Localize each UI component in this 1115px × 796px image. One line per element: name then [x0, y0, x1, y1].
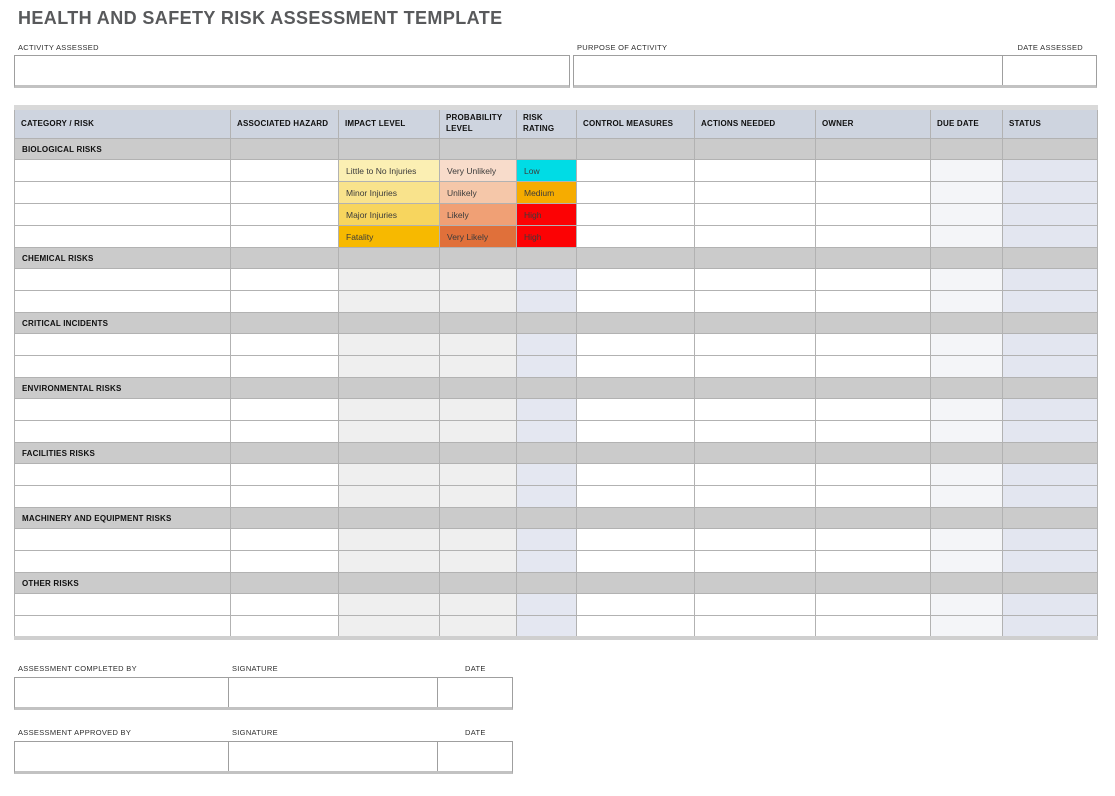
purpose-of-activity-label: PURPOSE OF ACTIVITY [577, 43, 668, 52]
section-cell-due [931, 508, 1003, 529]
section-cell-risk [517, 313, 577, 334]
cell-actions[interactable] [695, 160, 816, 182]
section-cell-risk [517, 139, 577, 160]
section-cell-control [577, 573, 695, 594]
cell-category[interactable] [15, 204, 231, 226]
signature-field-1[interactable] [228, 678, 437, 707]
assessment-approved-by-label: ASSESSMENT APPROVED BY [18, 728, 132, 737]
cell-actions[interactable] [695, 529, 816, 551]
assessment-completed-block [14, 677, 513, 710]
section-cell-actions [695, 378, 816, 399]
cell-probability[interactable] [440, 291, 517, 313]
cell-impact[interactable] [339, 334, 440, 356]
section-row [15, 443, 1098, 464]
cell-due[interactable] [931, 399, 1003, 421]
cell-impact[interactable] [339, 291, 440, 313]
cell-due[interactable] [931, 334, 1003, 356]
cell-category[interactable] [15, 486, 231, 508]
cell-actions[interactable] [695, 551, 816, 573]
section-cell-risk [517, 248, 577, 269]
header-row [15, 108, 1098, 139]
cell-category[interactable] [15, 421, 231, 443]
section-cell-impact [339, 139, 440, 160]
section-row [15, 508, 1098, 529]
cell-actions[interactable] [695, 204, 816, 226]
cell-status[interactable] [1003, 464, 1098, 486]
section-cell-hazard [231, 248, 339, 269]
table-row [15, 421, 1098, 443]
activity-assessed-label: ACTIVITY ASSESSED [18, 43, 99, 52]
section-cell-control [577, 378, 695, 399]
cell-actions[interactable] [695, 464, 816, 486]
section-cell-owner [816, 508, 931, 529]
cell-category[interactable] [15, 269, 231, 291]
section-cell-control [577, 139, 695, 160]
cell-status[interactable] [1003, 226, 1098, 248]
cell-control[interactable] [577, 529, 695, 551]
section-cell-actions [695, 573, 816, 594]
cell-impact[interactable] [339, 356, 440, 378]
section-cell-impact [339, 443, 440, 464]
cell-probability[interactable] [440, 616, 517, 638]
column-header-status: STATUS [1003, 108, 1098, 139]
section-cell-owner [816, 313, 931, 334]
cell-control[interactable] [577, 616, 695, 638]
cell-status[interactable] [1003, 291, 1098, 313]
section-cell-impact [339, 248, 440, 269]
cell-status[interactable] [1003, 551, 1098, 573]
cell-impact[interactable] [339, 616, 440, 638]
table-row [15, 334, 1098, 356]
section-row [15, 139, 1098, 160]
column-header-hazard: ASSOCIATED HAZARD [231, 108, 339, 139]
cell-probability[interactable] [440, 269, 517, 291]
section-cell-hazard [231, 443, 339, 464]
section-cell-actions [695, 313, 816, 334]
section-cell-owner [816, 139, 931, 160]
cell-probability[interactable] [440, 356, 517, 378]
cell-due[interactable] [931, 616, 1003, 638]
cell-hazard[interactable] [231, 616, 339, 638]
cell-probability[interactable] [440, 486, 517, 508]
cell-status[interactable] [1003, 616, 1098, 638]
cell-status[interactable] [1003, 334, 1098, 356]
cell-hazard[interactable] [231, 291, 339, 313]
section-cell-control [577, 248, 695, 269]
date-label-2: DATE [465, 728, 486, 737]
cell-hazard[interactable] [231, 551, 339, 573]
cell-actions[interactable] [695, 334, 816, 356]
column-header-actions: ACTIONS NEEDED [695, 108, 816, 139]
section-cell-impact [339, 378, 440, 399]
cell-impact[interactable] [339, 486, 440, 508]
section-cell-impact [339, 313, 440, 334]
cell-due[interactable] [931, 529, 1003, 551]
purpose-of-activity-field[interactable] [574, 56, 1002, 85]
cell-owner[interactable] [816, 399, 931, 421]
cell-probability[interactable] [440, 334, 517, 356]
section-label: CRITICAL INCIDENTS [15, 313, 231, 334]
cell-hazard[interactable] [231, 182, 339, 204]
cell-status[interactable] [1003, 204, 1098, 226]
column-header-category: CATEGORY / RISK [15, 108, 231, 139]
cell-category[interactable] [15, 616, 231, 638]
cell-actions[interactable] [695, 486, 816, 508]
cell-owner[interactable] [816, 594, 931, 616]
cell-probability[interactable] [440, 594, 517, 616]
section-row [15, 573, 1098, 594]
section-cell-probability [440, 443, 517, 464]
cell-actions[interactable] [695, 226, 816, 248]
cell-hazard[interactable] [231, 399, 339, 421]
cell-owner[interactable] [816, 551, 931, 573]
section-cell-hazard [231, 313, 339, 334]
table-row [15, 616, 1098, 638]
table-row [15, 204, 1098, 226]
cell-due[interactable] [931, 464, 1003, 486]
section-cell-risk [517, 573, 577, 594]
page-title: HEALTH AND SAFETY RISK ASSESSMENT TEMPLATE [18, 8, 503, 28]
section-cell-hazard [231, 378, 339, 399]
cell-status[interactable] [1003, 160, 1098, 182]
cell-owner[interactable] [816, 334, 931, 356]
cell-probability[interactable] [440, 421, 517, 443]
table-row [15, 182, 1098, 204]
assessment-approved-by-field[interactable] [15, 742, 228, 771]
section-cell-due [931, 313, 1003, 334]
activity-assessed-field[interactable] [14, 55, 570, 88]
section-label: OTHER RISKS [15, 573, 231, 594]
section-cell-owner [816, 443, 931, 464]
cell-category[interactable] [15, 160, 231, 182]
table-row [15, 464, 1098, 486]
section-cell-risk [517, 508, 577, 529]
section-cell-due [931, 573, 1003, 594]
cell-risk[interactable] [517, 594, 577, 616]
cell-due[interactable] [931, 269, 1003, 291]
date-field-2[interactable] [437, 742, 512, 771]
cell-impact[interactable] [339, 269, 440, 291]
section-cell-control [577, 313, 695, 334]
cell-status[interactable] [1003, 486, 1098, 508]
cell-hazard[interactable] [231, 160, 339, 182]
section-cell-probability [440, 508, 517, 529]
cell-owner[interactable] [816, 356, 931, 378]
cell-category[interactable] [15, 551, 231, 573]
cell-owner[interactable] [816, 464, 931, 486]
cell-status[interactable] [1003, 356, 1098, 378]
cell-actions[interactable] [695, 616, 816, 638]
cell-due[interactable] [931, 204, 1003, 226]
cell-probability[interactable]: Unlikely [440, 182, 517, 204]
section-cell-status [1003, 248, 1098, 269]
cell-due[interactable] [931, 486, 1003, 508]
column-header-due: DUE DATE [931, 108, 1003, 139]
table-row [15, 594, 1098, 616]
cell-actions[interactable] [695, 182, 816, 204]
assessment-completed-by-field[interactable] [15, 678, 228, 707]
cell-category[interactable] [15, 399, 231, 421]
cell-risk[interactable] [517, 464, 577, 486]
cell-impact[interactable]: Fatality [339, 226, 440, 248]
section-cell-due [931, 139, 1003, 160]
cell-risk[interactable] [517, 269, 577, 291]
section-cell-status [1003, 313, 1098, 334]
section-label: MACHINERY AND EQUIPMENT RISKS [15, 508, 231, 529]
cell-owner[interactable] [816, 204, 931, 226]
section-cell-due [931, 378, 1003, 399]
cell-control[interactable] [577, 486, 695, 508]
section-cell-due [931, 248, 1003, 269]
cell-due[interactable] [931, 551, 1003, 573]
table-row [15, 160, 1098, 182]
table-row [15, 356, 1098, 378]
date-label-1: DATE [465, 664, 486, 673]
section-cell-probability [440, 313, 517, 334]
cell-control[interactable] [577, 160, 695, 182]
section-row [15, 378, 1098, 399]
cell-actions[interactable] [695, 291, 816, 313]
cell-control[interactable] [577, 551, 695, 573]
cell-category[interactable] [15, 291, 231, 313]
cell-hazard[interactable] [231, 421, 339, 443]
section-label: BIOLOGICAL RISKS [15, 139, 231, 160]
cell-risk[interactable] [517, 551, 577, 573]
cell-hazard[interactable] [231, 204, 339, 226]
cell-impact[interactable] [339, 529, 440, 551]
column-header-control: CONTROL MEASURES [577, 108, 695, 139]
cell-control[interactable] [577, 334, 695, 356]
section-cell-hazard [231, 508, 339, 529]
cell-control[interactable] [577, 421, 695, 443]
cell-probability[interactable]: Very Unlikely [440, 160, 517, 182]
cell-control[interactable] [577, 594, 695, 616]
cell-risk[interactable] [517, 486, 577, 508]
cell-impact[interactable] [339, 421, 440, 443]
cell-risk[interactable] [517, 399, 577, 421]
cell-category[interactable] [15, 356, 231, 378]
cell-due[interactable] [931, 160, 1003, 182]
cell-control[interactable] [577, 399, 695, 421]
cell-status[interactable] [1003, 269, 1098, 291]
table-row [15, 529, 1098, 551]
cell-control[interactable] [577, 204, 695, 226]
cell-owner[interactable] [816, 182, 931, 204]
cell-hazard[interactable] [231, 464, 339, 486]
section-cell-hazard [231, 573, 339, 594]
cell-probability[interactable]: Very Likely [440, 226, 517, 248]
cell-impact[interactable]: Major Injuries [339, 204, 440, 226]
cell-hazard[interactable] [231, 529, 339, 551]
cell-probability[interactable] [440, 399, 517, 421]
cell-risk[interactable]: Medium [517, 182, 577, 204]
section-cell-status [1003, 378, 1098, 399]
section-row [15, 313, 1098, 334]
cell-category[interactable] [15, 529, 231, 551]
cell-status[interactable] [1003, 399, 1098, 421]
purpose-date-fieldgroup [573, 55, 1097, 88]
section-cell-due [931, 443, 1003, 464]
section-label: CHEMICAL RISKS [15, 248, 231, 269]
section-cell-control [577, 443, 695, 464]
table-row [15, 291, 1098, 313]
cell-impact[interactable] [339, 551, 440, 573]
section-cell-status [1003, 139, 1098, 160]
cell-hazard[interactable] [231, 334, 339, 356]
section-cell-status [1003, 508, 1098, 529]
risk-table-header [15, 108, 1098, 139]
cell-actions[interactable] [695, 399, 816, 421]
date-field-1[interactable] [437, 678, 512, 707]
assessment-approved-block [14, 741, 513, 774]
section-row [15, 248, 1098, 269]
cell-due[interactable] [931, 356, 1003, 378]
cell-impact[interactable]: Minor Injuries [339, 182, 440, 204]
cell-control[interactable] [577, 356, 695, 378]
cell-risk[interactable] [517, 334, 577, 356]
section-cell-actions [695, 508, 816, 529]
cell-category[interactable] [15, 594, 231, 616]
table-row [15, 226, 1098, 248]
cell-category[interactable] [15, 334, 231, 356]
cell-risk[interactable] [517, 529, 577, 551]
section-cell-probability [440, 248, 517, 269]
cell-due[interactable] [931, 594, 1003, 616]
cell-probability[interactable] [440, 464, 517, 486]
cell-probability[interactable] [440, 551, 517, 573]
cell-actions[interactable] [695, 269, 816, 291]
section-label: FACILITIES RISKS [15, 443, 231, 464]
cell-impact[interactable] [339, 464, 440, 486]
column-header-risk: RISK RATING [517, 108, 577, 139]
table-row [15, 269, 1098, 291]
cell-owner[interactable] [816, 226, 931, 248]
cell-status[interactable] [1003, 182, 1098, 204]
cell-category[interactable] [15, 226, 231, 248]
section-cell-risk [517, 378, 577, 399]
section-cell-status [1003, 573, 1098, 594]
section-cell-actions [695, 139, 816, 160]
cell-risk[interactable] [517, 421, 577, 443]
cell-control[interactable] [577, 269, 695, 291]
cell-actions[interactable] [695, 356, 816, 378]
cell-risk[interactable]: High [517, 226, 577, 248]
cell-control[interactable] [577, 291, 695, 313]
cell-owner[interactable] [816, 269, 931, 291]
table-row [15, 486, 1098, 508]
section-cell-hazard [231, 139, 339, 160]
cell-owner[interactable] [816, 616, 931, 638]
section-cell-impact [339, 573, 440, 594]
cell-impact[interactable] [339, 399, 440, 421]
cell-owner[interactable] [816, 529, 931, 551]
cell-status[interactable] [1003, 421, 1098, 443]
cell-due[interactable] [931, 226, 1003, 248]
column-header-owner: OWNER [816, 108, 931, 139]
cell-actions[interactable] [695, 421, 816, 443]
column-header-impact: IMPACT LEVEL [339, 108, 440, 139]
cell-control[interactable] [577, 182, 695, 204]
cell-owner[interactable] [816, 486, 931, 508]
section-cell-control [577, 508, 695, 529]
cell-category[interactable] [15, 464, 231, 486]
table-row [15, 551, 1098, 573]
section-cell-status [1003, 443, 1098, 464]
section-cell-actions [695, 443, 816, 464]
signature-label-1: SIGNATURE [232, 664, 278, 673]
cell-hazard[interactable] [231, 356, 339, 378]
section-cell-probability [440, 573, 517, 594]
cell-hazard[interactable] [231, 269, 339, 291]
cell-control[interactable] [577, 464, 695, 486]
cell-impact[interactable] [339, 594, 440, 616]
cell-owner[interactable] [816, 160, 931, 182]
cell-hazard[interactable] [231, 486, 339, 508]
section-label: ENVIRONMENTAL RISKS [15, 378, 231, 399]
section-cell-probability [440, 378, 517, 399]
cell-risk[interactable]: Low [517, 160, 577, 182]
date-assessed-field[interactable] [1002, 56, 1096, 85]
cell-status[interactable] [1003, 594, 1098, 616]
cell-actions[interactable] [695, 594, 816, 616]
section-cell-owner [816, 573, 931, 594]
cell-hazard[interactable] [231, 594, 339, 616]
section-cell-probability [440, 139, 517, 160]
risk-table [14, 105, 1098, 640]
table-row [15, 399, 1098, 421]
section-cell-owner [816, 378, 931, 399]
section-cell-actions [695, 248, 816, 269]
cell-risk[interactable] [517, 291, 577, 313]
cell-impact[interactable]: Little to No Injuries [339, 160, 440, 182]
cell-category[interactable] [15, 182, 231, 204]
cell-risk[interactable]: High [517, 204, 577, 226]
cell-owner[interactable] [816, 421, 931, 443]
assessment-completed-by-label: ASSESSMENT COMPLETED BY [18, 664, 137, 673]
cell-risk[interactable] [517, 616, 577, 638]
cell-due[interactable] [931, 182, 1003, 204]
cell-owner[interactable] [816, 291, 931, 313]
column-header-probability: PROBABILITY LEVEL [440, 108, 517, 139]
cell-hazard[interactable] [231, 226, 339, 248]
date-assessed-label: DATE ASSESSED [1017, 43, 1083, 52]
cell-due[interactable] [931, 421, 1003, 443]
signature-label-2: SIGNATURE [232, 728, 278, 737]
cell-status[interactable] [1003, 529, 1098, 551]
section-cell-owner [816, 248, 931, 269]
cell-due[interactable] [931, 291, 1003, 313]
cell-probability[interactable] [440, 529, 517, 551]
risk-table-body [15, 139, 1098, 638]
cell-control[interactable] [577, 226, 695, 248]
section-cell-impact [339, 508, 440, 529]
cell-risk[interactable] [517, 356, 577, 378]
signature-field-2[interactable] [228, 742, 437, 771]
cell-probability[interactable]: Likely [440, 204, 517, 226]
section-cell-risk [517, 443, 577, 464]
